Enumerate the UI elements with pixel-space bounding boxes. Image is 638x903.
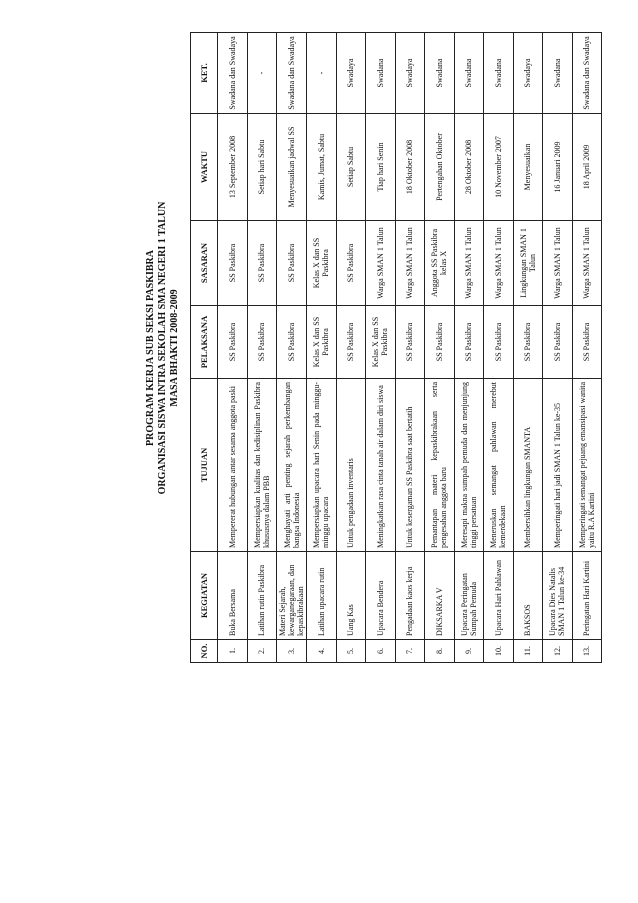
- cell-ket: Swadaya: [513, 33, 543, 114]
- cell-ket: Swadana dan Swadaya: [218, 33, 248, 114]
- cell-ket: Swadana: [425, 33, 455, 114]
- cell-tujuan: Membersihkan lingkungan SMANTA: [513, 379, 543, 552]
- cell-ket: Swadana: [366, 33, 396, 114]
- table-row: [454, 33, 484, 663]
- table-row: [543, 33, 573, 663]
- cell-no: 5.: [336, 640, 366, 663]
- cell-sasaran: Warga SMAN 1 Talun: [484, 221, 514, 306]
- cell-waktu: Menyesuaikan jadwal SS: [277, 114, 307, 221]
- cell-pelaksana: SS Paskibra: [484, 306, 514, 379]
- cell-kegiatan: Upacara Peringatan Sumpah Pemuda: [454, 552, 484, 640]
- cell-no: 13.: [572, 640, 602, 663]
- cell-sasaran: Warga SMAN 1 Talun: [572, 221, 602, 306]
- cell-no: 12.: [543, 640, 573, 663]
- cell-ket: Swadana: [543, 33, 573, 114]
- table-row: [336, 33, 366, 663]
- header-no: NO.: [191, 640, 218, 663]
- cell-ket: Swadaya: [395, 33, 425, 114]
- cell-tujuan: Memperingati hari jadi SMAN 1 Talun ke-35: [543, 379, 573, 552]
- table-row: [366, 33, 396, 663]
- cell-kegiatan: Materi Sejarah, kewarganegaraan, dan kepaskibrakaan: [277, 552, 307, 640]
- cell-no: 4.: [307, 640, 337, 663]
- table-row: [395, 33, 425, 663]
- cell-pelaksana: SS Paskibra: [277, 306, 307, 379]
- cell-ket: -: [247, 33, 277, 114]
- cell-kegiatan: Upacara Hari Pahlawan: [484, 552, 514, 640]
- table-row: [277, 33, 307, 663]
- header-ket: KET.: [191, 33, 218, 114]
- table-row: [572, 33, 602, 663]
- cell-pelaksana: Kelas X dan SS Paskibra: [366, 306, 396, 379]
- rotated-document-page: [145, 33, 615, 663]
- cell-waktu: Setiap Sabtu: [336, 114, 366, 221]
- cell-no: 10.: [484, 640, 514, 663]
- cell-kegiatan: DIKSARKA V: [425, 552, 455, 640]
- cell-tujuan: Memperingati semangat pejuang emansipasi wanita yaitu R.A Kartini: [572, 379, 602, 552]
- cell-ket: Swadana: [484, 33, 514, 114]
- cell-waktu: 18 Oktober 2008: [395, 114, 425, 221]
- cell-kegiatan: Latihan upacara rutin: [307, 552, 337, 640]
- cell-waktu: 18 April 2009: [572, 114, 602, 221]
- cell-tujuan: Untuk kesergaman SS Paskibra saat bertatih: [395, 379, 425, 552]
- document-title-line-1: PROGRAM KERJA SUB SEKSI PASKIBRA: [145, 250, 156, 446]
- table-row: [425, 33, 455, 663]
- cell-pelaksana: SS Paskibra: [336, 306, 366, 379]
- cell-pelaksana: SS Paskibra: [543, 306, 573, 379]
- cell-kegiatan: BAKSOS: [513, 552, 543, 640]
- cell-kegiatan: Peringatan Hari Kartini: [572, 552, 602, 640]
- cell-kegiatan: Pengadaan kaos kerja: [395, 552, 425, 640]
- cell-ket: Swadaya: [336, 33, 366, 114]
- cell-waktu: 16 Januari 2009: [543, 114, 573, 221]
- cell-no: 9.: [454, 640, 484, 663]
- cell-sasaran: Warga SMAN 1 Talun: [454, 221, 484, 306]
- cell-no: 3.: [277, 640, 307, 663]
- cell-kegiatan: Upacara Dies Natalis SMAN 1 Talun ke-34: [543, 552, 573, 640]
- cell-no: 6.: [366, 640, 396, 663]
- cell-kegiatan: Upacara Bendera: [366, 552, 396, 640]
- header-waktu: WAKTU: [191, 114, 218, 221]
- cell-pelaksana: SS Paskibra: [572, 306, 602, 379]
- cell-tujuan: Meresapi makna sumpah pemuda dan menjunjung tinggi persatuan: [454, 379, 484, 552]
- cell-tujuan: Pemantapan materi kepaskibrakaan serta pengesahan anggota baru: [425, 379, 455, 552]
- cell-sasaran: SS Paskibra: [247, 221, 277, 306]
- work-program-table: [190, 32, 602, 663]
- cell-waktu: Kamis, Jumat, Sabtu: [307, 114, 337, 221]
- cell-waktu: Pertengahan Oktober: [425, 114, 455, 221]
- cell-tujuan: Untuk pengadaan inventaris: [336, 379, 366, 552]
- cell-sasaran: Warga SMAN 1 Talun: [395, 221, 425, 306]
- cell-tujuan: Meningkatkan rasa cinta tanah air dalam diri siswa: [366, 379, 396, 552]
- cell-waktu: 13 September 2008: [218, 114, 248, 221]
- cell-waktu: 28 Oktober 2008: [454, 114, 484, 221]
- cell-tujuan: Mempererat hubungan antar sesama anggota paski: [218, 379, 248, 552]
- cell-no: 7.: [395, 640, 425, 663]
- cell-tujuan: Mempersiapkan kualitas dan kedisiplinan Paskibra khususnya dalam PBB: [247, 379, 277, 552]
- cell-waktu: Tiap hari Senin: [366, 114, 396, 221]
- cell-no: 11.: [513, 640, 543, 663]
- cell-tujuan: Menghayati arti penting sejarah perkembangan bangsa Indonesia: [277, 379, 307, 552]
- cell-sasaran: Warga SMAN 1 Talun: [366, 221, 396, 306]
- cell-ket: -: [307, 33, 337, 114]
- cell-pelaksana: SS Paskibra: [454, 306, 484, 379]
- cell-no: 8.: [425, 640, 455, 663]
- document-title-line-2: ORGANISASI SISWA INTRA SEKOLAH SMA NEGERI 1 TALUN: [157, 201, 168, 495]
- header-tujuan: TUJUAN: [191, 379, 218, 552]
- header-pelaksana: PELAKSANA: [191, 306, 218, 379]
- header-sasaran: SASARAN: [191, 221, 218, 306]
- cell-sasaran: Warga SMAN 1 Talun: [543, 221, 573, 306]
- cell-pelaksana: SS Paskibra: [513, 306, 543, 379]
- document-title-line-3: MASA BHAKTI 2008-2009: [169, 289, 180, 407]
- cell-kegiatan: Latihan rutin Paskibra: [247, 552, 277, 640]
- cell-waktu: 10 November 2007: [484, 114, 514, 221]
- cell-pelaksana: SS Paskibra: [247, 306, 277, 379]
- table-row: [307, 33, 337, 663]
- cell-no: 2.: [247, 640, 277, 663]
- cell-pelaksana: SS Paskibra: [425, 306, 455, 379]
- cell-pelaksana: SS Paskibra: [218, 306, 248, 379]
- table-row: [247, 33, 277, 663]
- cell-kegiatan: Buka Bersama: [218, 552, 248, 640]
- cell-waktu: Menyesuaikan: [513, 114, 543, 221]
- cell-sasaran: SS Paskibra: [336, 221, 366, 306]
- cell-pelaksana: Kelas X dan SS Paskibra: [307, 306, 337, 379]
- header-kegiatan: KEGIATAN: [191, 552, 218, 640]
- table-header-row: [191, 33, 218, 663]
- cell-tujuan: Mempersiapkan upacara hari Senin pada minggu-minggu upacara: [307, 379, 337, 552]
- table-row: [218, 33, 248, 663]
- cell-sasaran: Anggota SS Paskibra kelas X: [425, 221, 455, 306]
- cell-waktu: Setiap hari Sabtu: [247, 114, 277, 221]
- cell-sasaran: Kelas X dan SS Paskibra: [307, 221, 337, 306]
- cell-no: 1.: [218, 640, 248, 663]
- cell-sasaran: SS Paskibra: [277, 221, 307, 306]
- cell-tujuan: Meneruskan semangat pahlawan merebut kemerdekaan: [484, 379, 514, 552]
- cell-ket: Swadana: [454, 33, 484, 114]
- cell-ket: Swadana dan Swadaya: [277, 33, 307, 114]
- cell-kegiatan: Uang Kas: [336, 552, 366, 640]
- table-body: [218, 33, 602, 663]
- table-row: [513, 33, 543, 663]
- table-row: [484, 33, 514, 663]
- cell-pelaksana: SS Paskibra: [395, 306, 425, 379]
- cell-ket: Swadana dan Swadaya: [572, 33, 602, 114]
- cell-sasaran: Lingkungan SMAN 1 Talun: [513, 221, 543, 306]
- cell-sasaran: SS Paskibra: [218, 221, 248, 306]
